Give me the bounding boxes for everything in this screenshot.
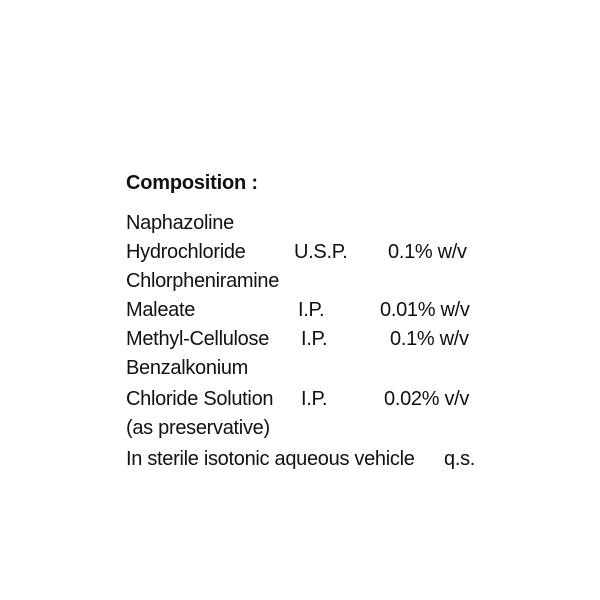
ingredient-standard: I.P.: [301, 328, 328, 350]
ingredient-standard: U.S.P.: [294, 241, 348, 263]
ingredient-strength: 0.02% v/v: [384, 388, 470, 410]
vehicle-text: In sterile isotonic aqueous vehicle: [126, 448, 415, 470]
ingredient-name: Chlorpheniramine: [126, 270, 280, 292]
ingredient-name: Benzalkonium: [126, 357, 249, 379]
vehicle-qs: q.s.: [444, 448, 476, 470]
ingredient-name: Naphazoline: [126, 212, 234, 234]
ingredient-strength: 0.1% w/v: [388, 241, 467, 263]
ingredient-standard: I.P.: [301, 388, 328, 410]
ingredient-note: (as preservative): [126, 417, 270, 439]
ingredient-name: Chloride Solution: [126, 388, 274, 410]
ingredient-strength: 0.1% w/v: [390, 328, 469, 350]
ingredient-name: Methyl-Cellulose: [126, 328, 270, 350]
ingredient-standard: I.P.: [298, 299, 325, 321]
composition-heading: Composition :: [126, 172, 258, 194]
ingredient-name: Maleate: [126, 299, 196, 321]
ingredient-strength: 0.01% w/v: [380, 299, 470, 321]
ingredient-name: Hydrochloride: [126, 241, 246, 263]
